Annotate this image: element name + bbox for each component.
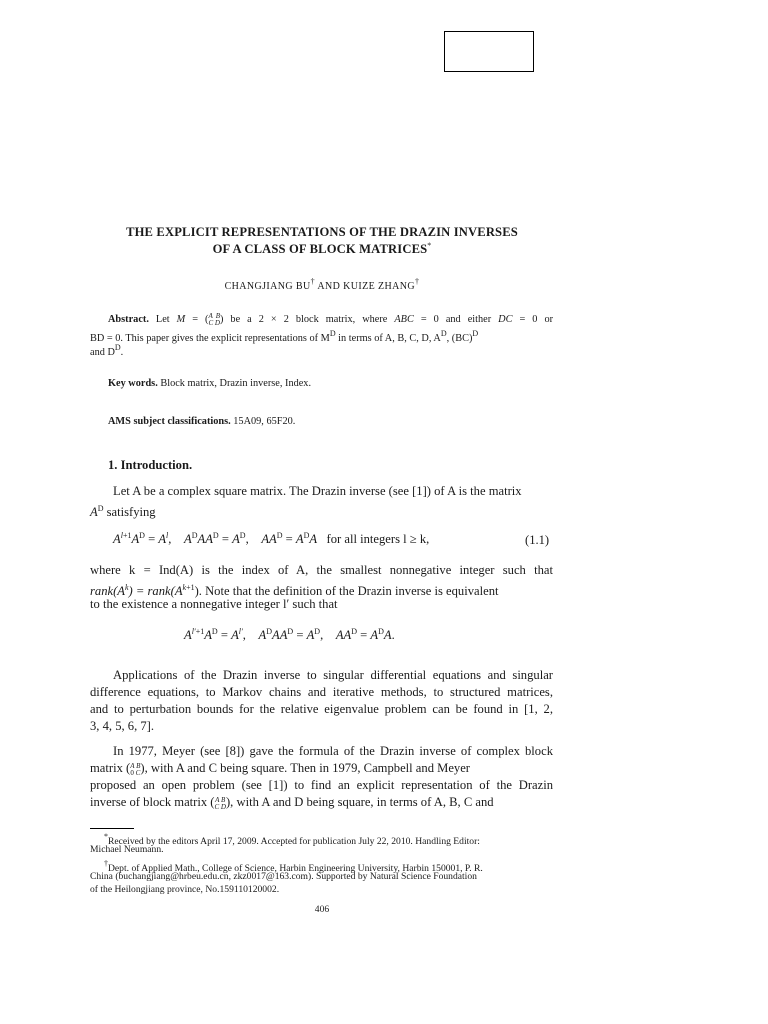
paragraph4-line2: matrix (A B 0 C), with A and C being square. Then in 1979, Campbell and Meyer — [90, 761, 471, 777]
footnote2-line1: †Dept. of Applied Math., College of Science, Harbin Engineering University, Harbin 150001, P. R. — [104, 859, 483, 874]
paragraph2-line2: $rank(A^k)$ = $rank(A^{k+1})$. Note that the definition of the Drazin inverse is equivalent — [90, 583, 499, 598]
paragraph4-line3: proposed an open problem (see [1]) to find an explicit representation of the Drazin — [90, 778, 553, 792]
equation-1-1: $A^{l+1}A^D = A^l$, $A^DAA^D = A^D$, $AA^D = A^DA$ for all integers l ≥ k, — [113, 531, 430, 546]
page-number: 406 — [314, 904, 330, 915]
paragraph4-line1: In 1977, Meyer (see [8]) gave the formula of the Drazin inverse of complex block — [113, 744, 553, 758]
paragraph4-line4: inverse of block matrix (A B C D), with A and D being square, in terms of A, B, C and — [90, 795, 494, 811]
paper-title-line2: OF A CLASS OF BLOCK MATRICES* — [212, 241, 432, 256]
title-footnote-mark: * — [427, 241, 432, 250]
intro-paragraph-line1: Let A be a complex square matrix. The Drazin inverse (see [1]) of A is the matrix — [113, 484, 522, 498]
paragraph3-line3: and to perturbation bounds for the relative eigenvalue problem can be found in [1, 2, — [90, 702, 553, 716]
section-heading: 1. Introduction. — [108, 458, 193, 472]
footnote1-line1: *Received by the editors April 17, 2009. Accepted for publication July 22, 2010. Handling Editor: — [104, 832, 480, 847]
abstract-line2: BD = 0. This paper gives the explicit representations of $M^D$ in terms of A, B, C, D, $A^D$, (BC)$^D$ — [90, 329, 479, 344]
paper-title-line1: THE EXPLICIT REPRESENTATIONS OF THE DRAZIN INVERSES — [126, 225, 518, 239]
abstract-line3: and $D^D$. — [90, 343, 124, 358]
paragraph3-line2: difference equations, to Markov chains and iterative methods, to structured matrices, — [90, 685, 553, 699]
abstract-line1: Abstract. Let M = (A B C D) be a 2 × 2 block matrix, where ABC = 0 and either DC = 0 or — [108, 312, 554, 327]
footnote-rule — [90, 828, 134, 829]
paragraph3-line1: Applications of the Drazin inverse to singular differential equations and singular — [113, 668, 553, 682]
header-box — [444, 31, 534, 72]
paragraph2-line3: to the existence a nonnegative integer l′ such that — [90, 597, 338, 611]
authors: CHANGJIANG BU† AND KUIZE ZHANG† — [224, 277, 420, 292]
keywords: Key words. Block matrix, Drazin inverse, Index. — [108, 378, 312, 389]
footnote2-line3: of the Heilongjiang province, No.159110120002. — [90, 884, 280, 895]
intro-paragraph-line2: $A^D$ satisfying — [90, 504, 156, 519]
paragraph3-line4: 3, 4, 5, 6, 7]. — [90, 719, 155, 733]
paragraph2-line1: where k = Ind(A) is the index of A, the smallest nonnegative integer such that — [90, 563, 553, 577]
footnote1-line2: Michael Neumann. — [90, 844, 164, 855]
equation-1-1-number: (1.1) — [525, 533, 550, 547]
footnote2-line2: China (buchangjiang@hrbeu.edu.cn, zkz0017@163.com). Supported by Natural Science Foundation — [90, 871, 477, 882]
equation-2: $A^{l'+1}A^D = A^{l'}$, $A^DAA^D = A^D$, $AA^D = A^DA$. — [184, 627, 395, 642]
ams-classifications: AMS subject classifications. 15A09, 65F20. — [108, 416, 296, 427]
